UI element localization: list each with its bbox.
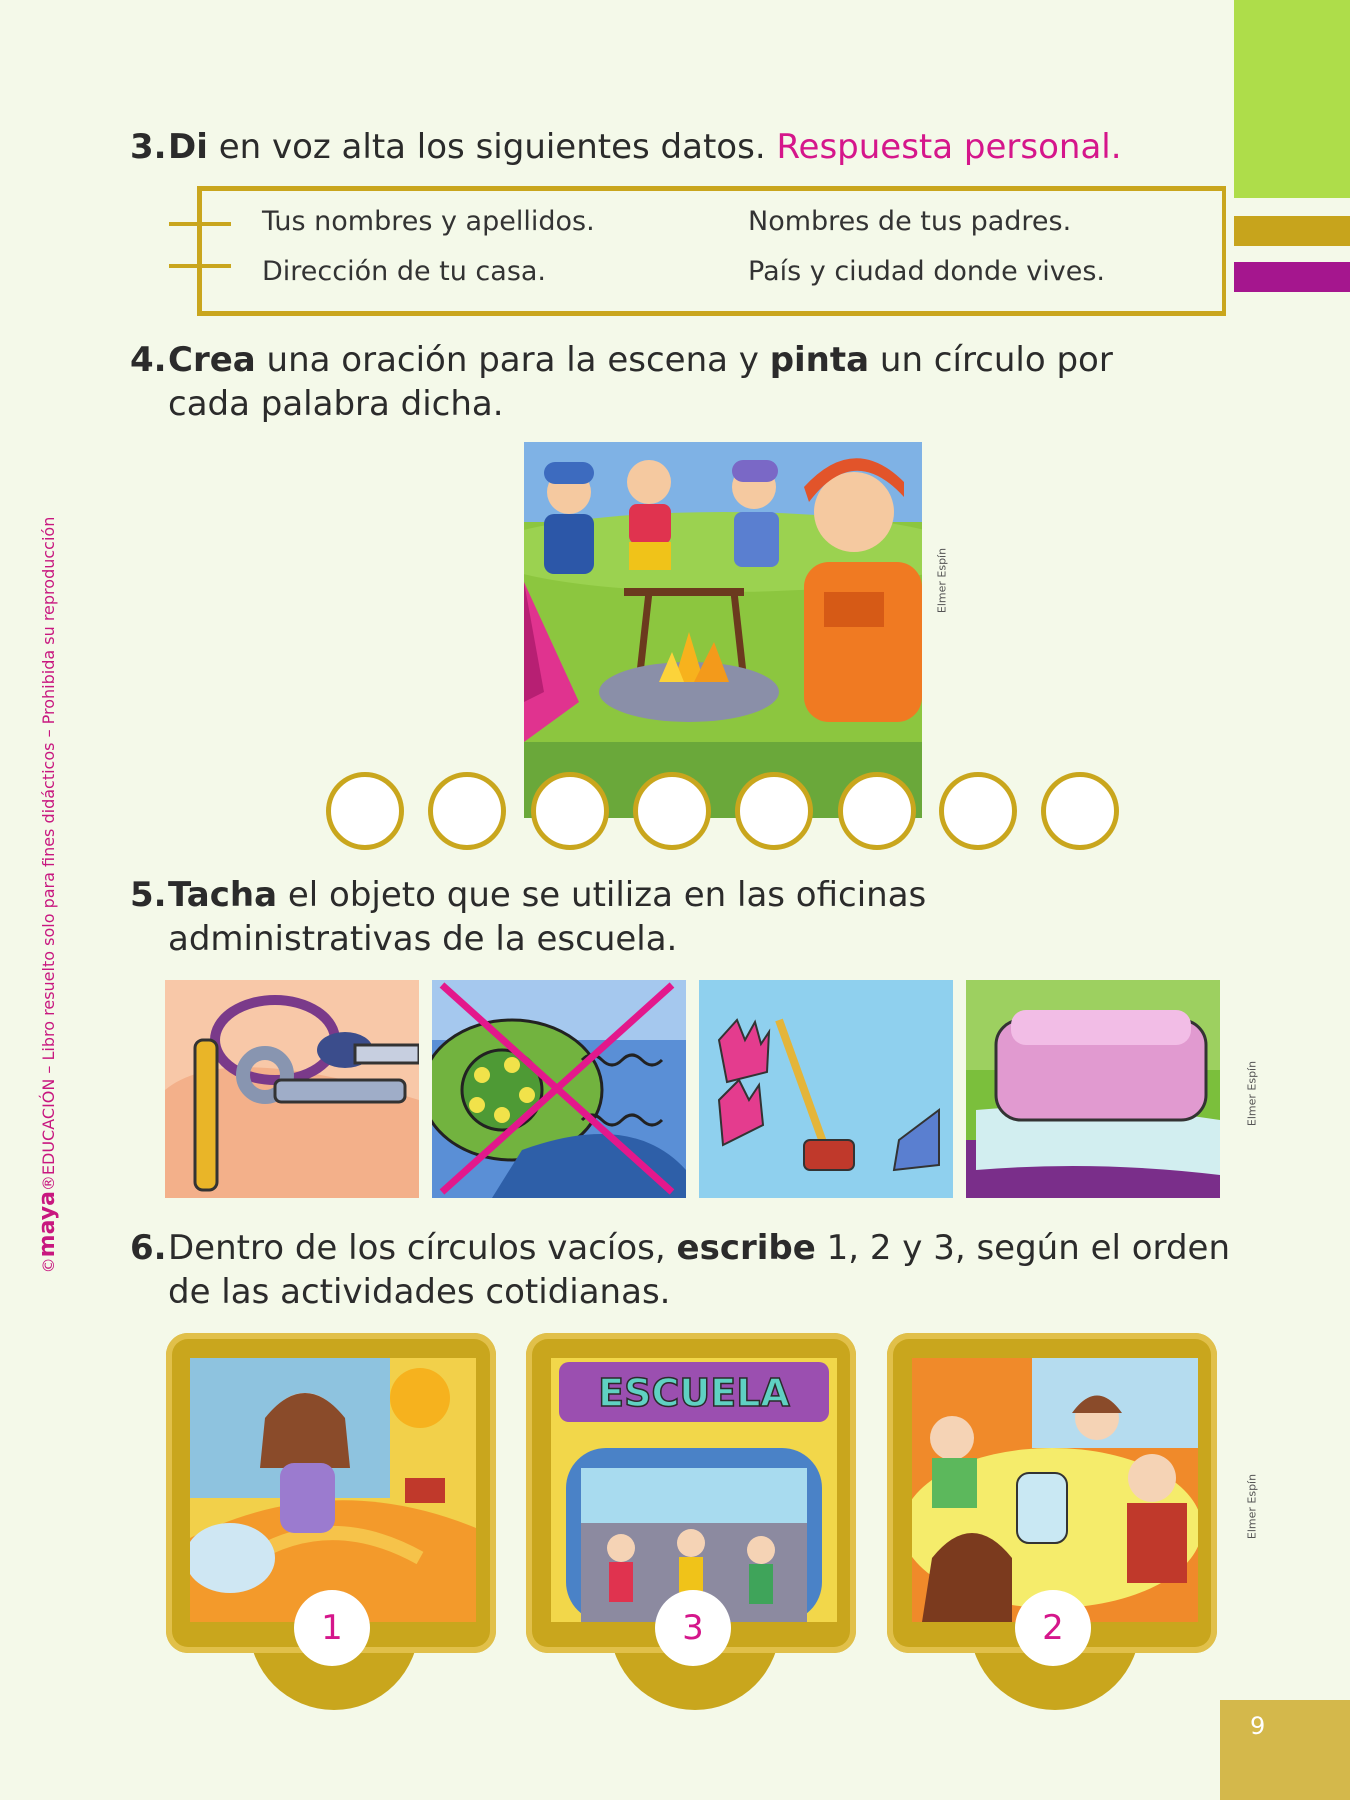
page-number-box	[1220, 1700, 1350, 1800]
question-3	[130, 125, 1130, 171]
instruction-text: una oración para la escena y	[255, 340, 770, 380]
order-answer-circle[interactable]: 3	[655, 1590, 731, 1666]
answer-text: Respuesta personal.	[776, 127, 1122, 167]
green-side-tab	[1234, 0, 1350, 198]
word-circle[interactable]	[428, 772, 506, 850]
school-image	[551, 1358, 837, 1622]
question-5	[130, 873, 1130, 963]
telephone-image-crossed[interactable]	[432, 980, 686, 1198]
instruction-text: 1, 2 y 3, según el orden	[815, 1228, 1230, 1268]
word-circle[interactable]	[531, 772, 609, 850]
list-item: País y ciudad donde vives.	[748, 256, 1106, 287]
soap-image[interactable]	[966, 980, 1220, 1198]
instruction-verb: Crea	[168, 340, 256, 380]
instruction-text: en voz alta los siguientes datos.	[207, 127, 777, 167]
school-sign-text: ESCUELA	[598, 1371, 790, 1415]
instruction-text: de las actividades cotidianas.	[168, 1272, 671, 1312]
illustrator-credit: Elmer Espín	[935, 547, 949, 614]
page-number: 9	[1250, 1712, 1266, 1740]
bullet-tick	[169, 264, 231, 268]
campfire-scene-image	[524, 442, 922, 818]
gold-side-tab	[1234, 216, 1350, 246]
question-number: 6.	[130, 1228, 167, 1268]
question-number: 5.	[130, 875, 167, 915]
instruction-verb: Di	[168, 127, 208, 167]
purple-side-tab	[1234, 262, 1350, 292]
order-answer-circle[interactable]: 1	[294, 1590, 370, 1666]
keys-image[interactable]	[165, 980, 419, 1198]
instruction-verb: escribe	[676, 1228, 816, 1268]
instruction-text: administrativas de la escuela.	[168, 919, 678, 959]
question-4	[130, 338, 1130, 428]
question-number: 4.	[130, 340, 167, 380]
list-item: Nombres de tus padres.	[748, 206, 1072, 237]
word-circle[interactable]	[735, 772, 813, 850]
word-circle[interactable]	[1041, 772, 1119, 850]
word-circle[interactable]	[326, 772, 404, 850]
list-item: Tus nombres y apellidos.	[262, 206, 595, 237]
instruction-verb: pinta	[769, 340, 870, 380]
wake-up-image	[190, 1358, 476, 1622]
word-circle[interactable]	[939, 772, 1017, 850]
question-6	[130, 1226, 1230, 1316]
instruction-text: un círculo por	[869, 340, 1113, 380]
word-circle[interactable]	[838, 772, 916, 850]
order-answer-circle[interactable]: 2	[1015, 1590, 1091, 1666]
instruction-text: cada palabra dicha.	[168, 384, 504, 424]
word-circle[interactable]	[633, 772, 711, 850]
instruction-text: el objeto que se utiliza en las oficinas	[277, 875, 927, 915]
illustrator-credit: Elmer Espín	[1245, 1060, 1259, 1127]
question-number: 3.	[130, 127, 167, 167]
copyright-notice: ©maya®EDUCACIÓN – Libro resuelto solo para fines didácticos – Prohibida su reproducción	[35, 516, 60, 1274]
family-meal-image	[912, 1358, 1198, 1622]
illustrator-credit: Elmer Espín	[1245, 1473, 1259, 1540]
instruction-text: Dentro de los círculos vacíos,	[168, 1228, 677, 1268]
list-item: Dirección de tu casa.	[262, 256, 547, 287]
instruction-verb: Tacha	[168, 875, 278, 915]
broom-gloves-image[interactable]	[699, 980, 953, 1198]
bullet-tick	[169, 222, 231, 226]
box-left-edge	[197, 186, 201, 311]
